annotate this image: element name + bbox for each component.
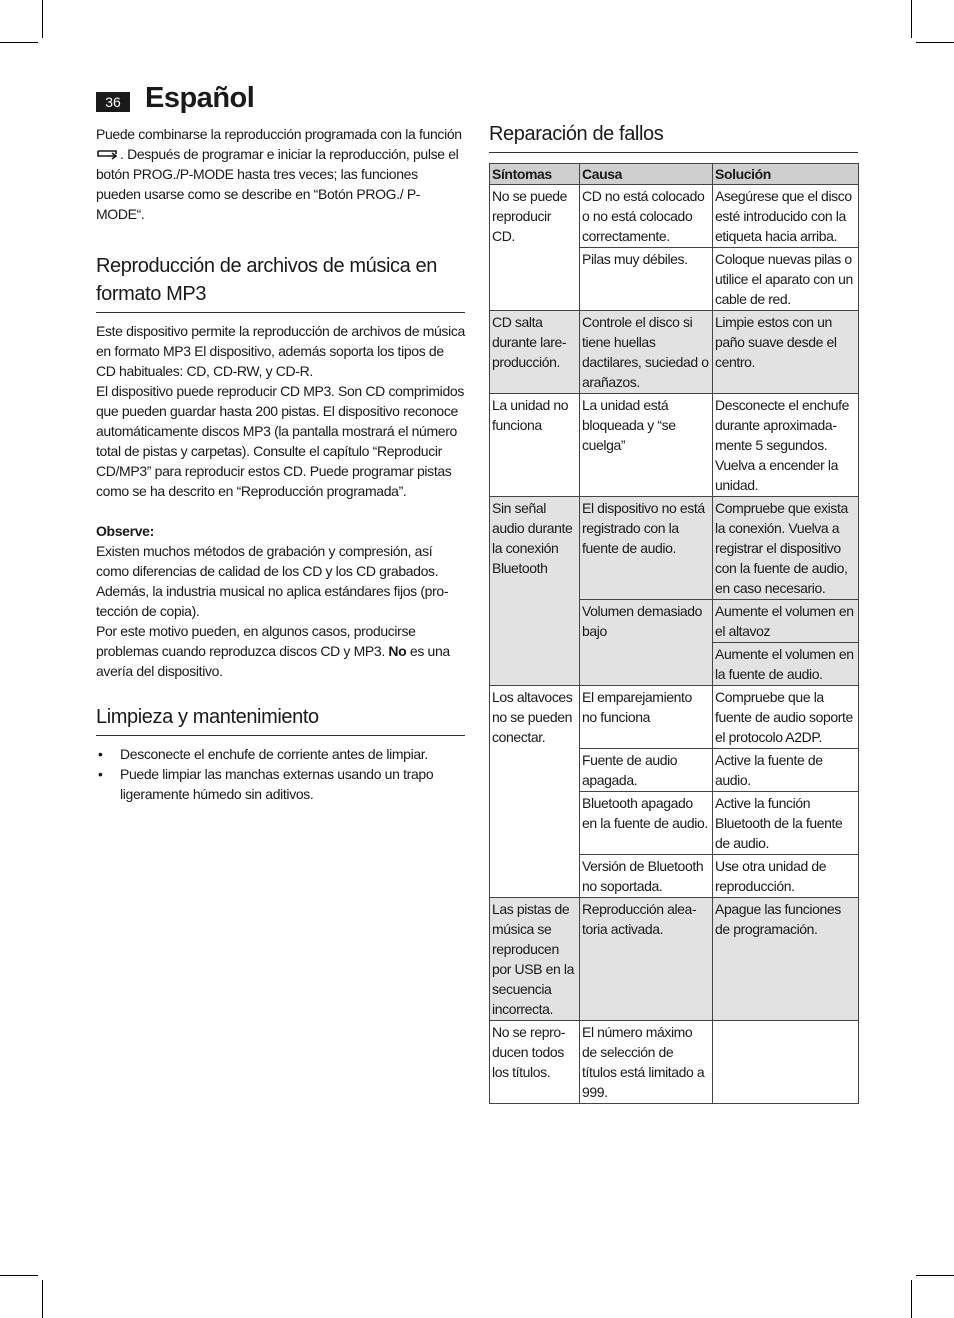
table-row [490,311,859,394]
symptom-cell: CD salta durante lareproducción. [490,311,580,394]
table-row [490,394,859,497]
table-header-row [490,164,859,185]
symptom-cell: La unidad no funciona [490,394,580,497]
cause-cell: El emparejamiento no funciona [580,686,713,749]
note-label: Observe: [96,523,154,539]
solution-cell: Aumente el volumen en el altavoz [713,600,859,643]
cleaning-list [96,744,465,804]
solution-cell: Active la función Bluetooth de la fuente de audio. [713,792,859,855]
symptom-cell: Sin señal audio durante la conexión Bluetooth [490,497,580,686]
crop-mark [42,1280,43,1318]
intro-paragraph: Puede combinarse la reproducción programada con la función . Después de programar e iniciar la reproducción, pulse el botón PROG./P-MODE hasta tres veces; las funciones pueden usarse como se describe en “Botón PROG./ P-MODE“. [96,126,462,222]
cause-cell: Pilas muy débiles. [580,248,713,311]
cause-cell: Volumen demasiado bajo [580,600,713,686]
mp3-paragraph-1: Este dispositivo permite la reproducción de archivos de música en formato MP3 El dispositivo, además soporta los tipos de CD habituales: CD, CD-RW, y CD-R. [96,323,465,379]
symptom-cell: No se puede reproducir CD. [490,185,580,311]
note-paragraph-1: Existen muchos métodos de grabación y compresión, así como diferencias de calidad de los CD y los CD grabados. Además, la industria musical no aplica estándares fijos (protección de copia). [96,543,449,619]
mp3-section-title: Reproducción de archivos de música en formato MP3 [96,252,465,313]
table-row [490,185,859,248]
crop-mark [916,1275,954,1276]
cause-cell: Versión de Bluetooth no soportada. [580,855,713,898]
crop-mark [0,1275,38,1276]
column-header: Causa [580,164,713,185]
table-row [490,497,859,600]
table-row [490,686,859,749]
crop-mark [0,42,38,43]
symptom-cell: Los altavoces no se pueden conectar. [490,686,580,898]
solution-cell [713,1021,859,1104]
mp3-paragraph-2: El dispositivo puede reproducir CD MP3. Son CD comprimidos que pueden guardar hasta 200 pistas. El dispositivo reconoce automáticamente discos MP3 (la pantalla mostrará el número total de pistas y carpetas). Consulte el capítulo “Reproducir CD/MP3” para reproducir estos CD. Puede programar pistas como se ha descrito en “Reproducción programada”. [96,383,464,499]
solution-cell: Aumente el volumen en la fuente de audio. [713,643,859,686]
troubleshooting-section-title: Reparación de fallos [489,120,858,153]
cause-cell: Controle el disco si tiene huellas dactilares, suciedad o arañazos. [580,311,713,394]
solution-cell: Limpie estos con un paño suave desde el centro. [713,311,859,394]
cause-cell: Reproducción aleatoria activada. [580,898,713,1021]
list-item: • Desconecte el enchufe de corriente antes de limpiar. [96,744,465,764]
crop-mark [916,42,954,43]
solution-cell: Compruebe que exista la conexión. Vuelva a registrar el dispositivo con la fuente de audio, en caso necesario. [713,497,859,600]
troubleshooting-table [489,163,859,1104]
list-item: • Puede limpiar las manchas externas usando un trapo ligeramente húmedo sin aditivos. [96,764,465,804]
cause-cell: El número máximo de selección de títulos está limitado a 999. [580,1021,713,1104]
column-header: Solución [713,164,859,185]
solution-cell: Compruebe que la fuente de audio soporte el protocolo A2DP. [713,686,859,749]
solution-cell: Asegúrese que el disco esté introducido con la etiqueta hacia arriba. [713,185,859,248]
symptom-cell: Las pistas de música se reproducen por USB en la secuencia incorrecta. [490,898,580,1021]
repeat-icon [96,148,120,160]
column-header: Síntomas [490,164,580,185]
solution-cell: Desconecte el enchufe durante aproximadamente 5 segundos. Vuelva a encender la unidad. [713,394,859,497]
crop-mark [911,0,912,38]
page-number: 36 [96,92,130,112]
solution-cell: Apague las funciones de programación. [713,898,859,1021]
crop-mark [42,0,43,38]
crop-mark [911,1280,912,1318]
left-column [96,124,465,804]
right-column [489,120,858,1104]
cause-cell: CD no está colocado o no está colocado correctamente. [580,185,713,248]
solution-cell: Coloque nuevas pilas o utilice el aparato con un cable de red. [713,248,859,311]
note-paragraph-2: Por este motivo pueden, en algunos casos, producirse problemas cuando reproduzca discos CD y MP3. No es una avería del dispositivo. [96,623,450,679]
cleaning-section-title: Limpieza y mantenimiento [96,703,465,736]
solution-cell: Active la fuente de audio. [713,749,859,792]
cause-cell: Fuente de audio apagada. [580,749,713,792]
cause-cell: Bluetooth apagado en la fuente de audio. [580,792,713,855]
solution-cell: Use otra unidad de reproducción. [713,855,859,898]
symptom-cell: No se reproducen todos los títulos. [490,1021,580,1104]
page-title: Español [145,82,255,114]
table-row [490,1021,859,1104]
table-row [490,898,859,1021]
cause-cell: El dispositivo no está registrado con la fuente de audio. [580,497,713,600]
cause-cell: La unidad está bloqueada y “se cuelga” [580,394,713,497]
